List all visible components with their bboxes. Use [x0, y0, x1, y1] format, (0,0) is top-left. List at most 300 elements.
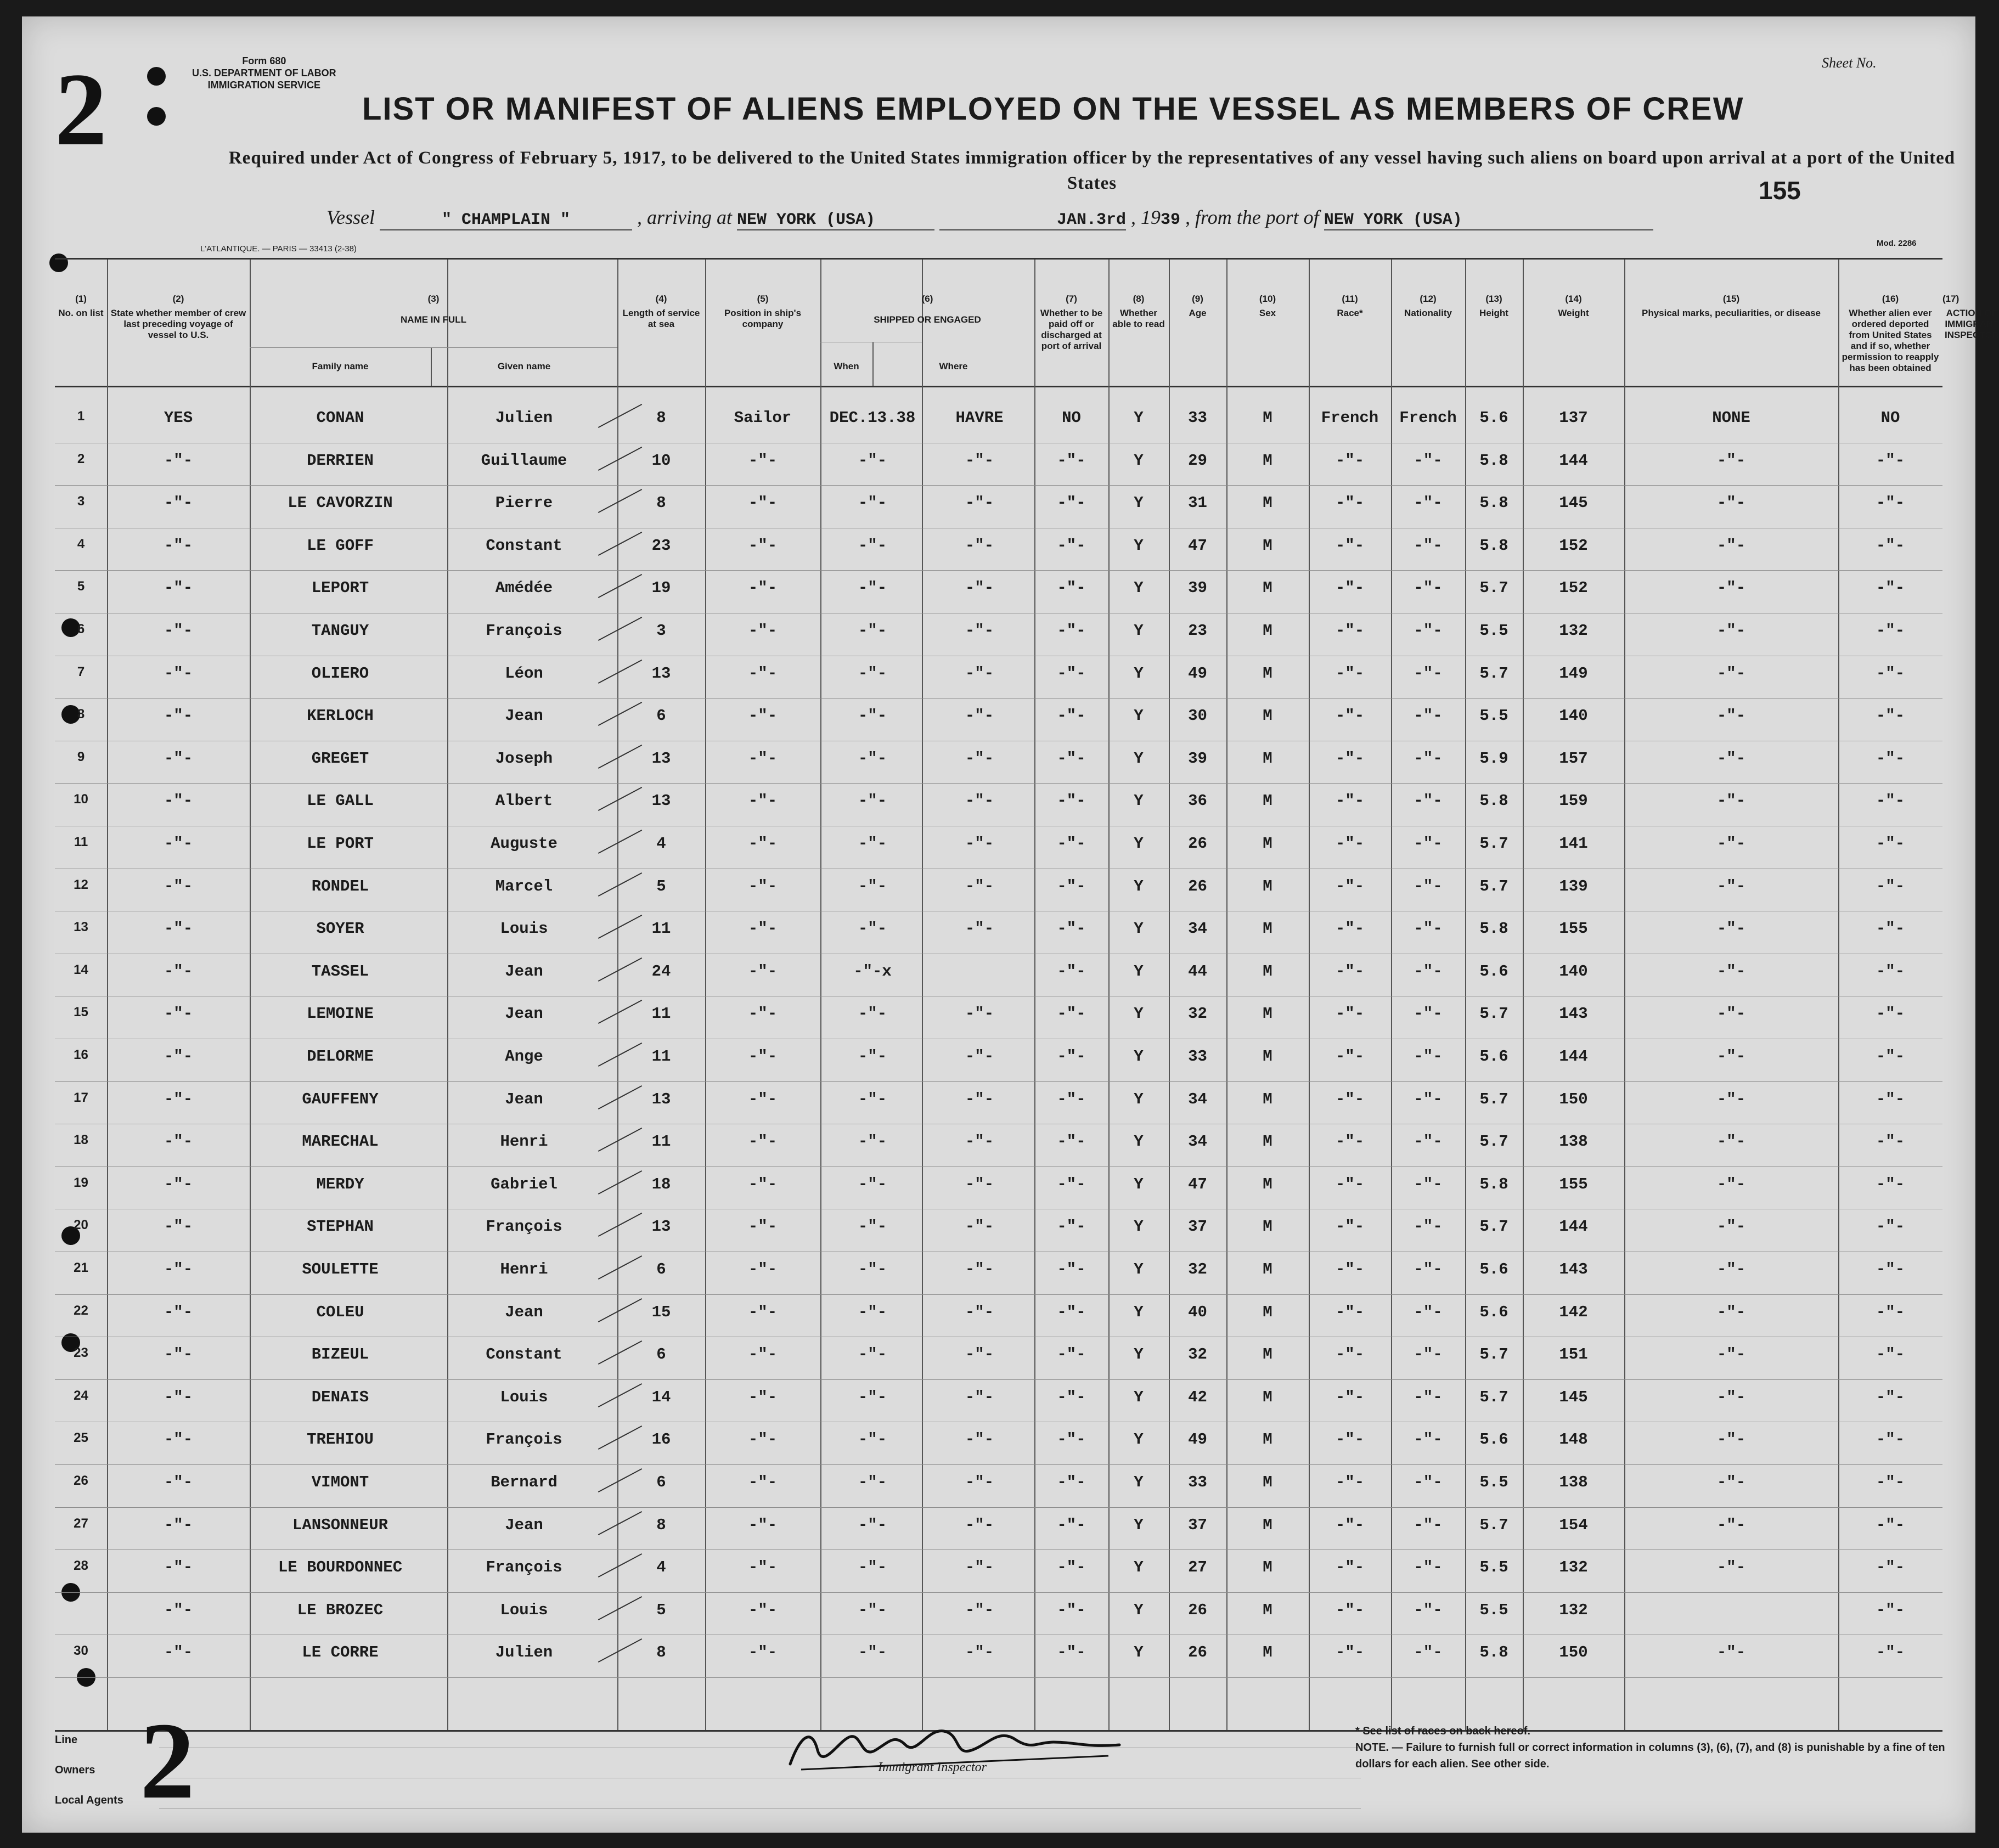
row-read: Y: [1134, 664, 1144, 683]
row-prev: -"-: [164, 792, 193, 810]
row-family: DERRIEN: [307, 451, 374, 470]
row-race: -"-: [1335, 792, 1365, 810]
row-height: 5.8: [1479, 792, 1508, 810]
column-number-c1: (1): [75, 294, 87, 304]
row-marks: -"-: [1716, 1388, 1746, 1406]
row-position: -"-: [748, 536, 778, 555]
row-family: LE CAVORZIN: [288, 494, 393, 512]
row-height: 5.8: [1479, 451, 1508, 470]
row-given: Jean: [505, 707, 543, 725]
row-where: -"-: [965, 1047, 994, 1066]
row-nationality: -"-: [1414, 1643, 1443, 1662]
row-read: Y: [1134, 1430, 1144, 1449]
row-sex: M: [1263, 1133, 1272, 1151]
punch-hole: [147, 107, 166, 126]
row-family: KERLOCH: [307, 707, 374, 725]
row-nationality: -"-: [1414, 1388, 1443, 1406]
column-divider: [1523, 260, 1524, 1730]
row-family: CONAN: [316, 409, 364, 427]
row-nationality: -"-: [1414, 622, 1443, 640]
row-race: -"-: [1335, 835, 1365, 853]
row-sex: M: [1263, 1345, 1272, 1364]
column-header-c1: No. on list: [58, 308, 104, 318]
row-paid: -"-: [1057, 1473, 1086, 1491]
row-paid: -"-: [1057, 1260, 1086, 1278]
from-port-label: , from the port of: [1185, 206, 1319, 228]
row-given: François: [486, 622, 562, 640]
row-position: -"-: [748, 877, 778, 895]
row-given: Jean: [505, 1303, 543, 1321]
row-age: 26: [1188, 835, 1207, 853]
row-read: Y: [1134, 1345, 1144, 1364]
row-paid: -"-: [1057, 1133, 1086, 1151]
row-height: 5.7: [1479, 1133, 1508, 1151]
row-when: -"-: [858, 1515, 887, 1534]
row-deported: -"-: [1876, 1047, 1905, 1066]
column-divider: [1624, 260, 1625, 1730]
row-race: -"-: [1335, 536, 1365, 555]
vessel-name: " CHAMPLAIN ": [380, 211, 632, 230]
row-position: -"-: [748, 1005, 778, 1023]
row-read: Y: [1134, 1388, 1144, 1406]
row-position: Sailor: [734, 409, 792, 427]
column-divider: [447, 260, 448, 1730]
row-marks: -"-: [1716, 1133, 1746, 1151]
row-deported: -"-: [1876, 1218, 1905, 1236]
row-read: Y: [1134, 792, 1144, 810]
column-divider: [1226, 260, 1227, 1730]
row-age: 33: [1188, 409, 1207, 427]
row-given: Constant: [486, 1345, 562, 1364]
row-height: 5.8: [1479, 1643, 1508, 1662]
row-given: Albert: [495, 792, 553, 810]
row-nationality: -"-: [1414, 792, 1443, 810]
row-height: 5.7: [1479, 835, 1508, 853]
row-nationality: -"-: [1414, 707, 1443, 725]
row-given: Ange: [505, 1047, 543, 1066]
row-race: -"-: [1335, 494, 1365, 512]
row-family: VIMONT: [311, 1473, 369, 1491]
row-weight: 154: [1559, 1515, 1588, 1534]
footer-sheet-number: 2: [140, 1700, 195, 1822]
form-header: [192, 55, 336, 91]
row-paid: -"-: [1057, 1005, 1086, 1023]
row-height: 5.6: [1479, 1047, 1508, 1066]
row-given: Léon: [505, 664, 543, 683]
row-where: -"-: [965, 1430, 994, 1449]
row-service: 13: [651, 749, 671, 768]
row-weight: 157: [1559, 749, 1588, 768]
row-height: 5.8: [1479, 1175, 1508, 1193]
row-deported: -"-: [1876, 1090, 1905, 1108]
column-number-c15: (15): [1722, 294, 1740, 304]
row-given: Guillaume: [481, 451, 567, 470]
row-marks: -"-: [1716, 877, 1746, 895]
row-nationality: -"-: [1414, 1175, 1443, 1193]
row-position: -"-: [748, 1430, 778, 1449]
row-read: Y: [1134, 1218, 1144, 1236]
row-given: Henri: [500, 1260, 548, 1278]
row-age: 26: [1188, 1601, 1207, 1619]
column-number-c11: (11): [1342, 294, 1358, 304]
row-nationality: -"-: [1414, 1601, 1443, 1619]
column-number-c13: (13): [1485, 294, 1502, 304]
row-sex: M: [1263, 1260, 1272, 1278]
subheader-when: When: [834, 361, 859, 371]
row-weight: 140: [1559, 962, 1588, 981]
row-given: François: [486, 1558, 562, 1577]
row-nationality: -"-: [1414, 749, 1443, 768]
row-prev: -"-: [164, 1515, 193, 1534]
row-age: 34: [1188, 1133, 1207, 1151]
vessel-label: Vessel: [326, 206, 375, 228]
row-read: Y: [1134, 1515, 1144, 1534]
column-number-c7: (7): [1066, 294, 1077, 304]
arriving-port: NEW YORK (USA): [737, 211, 934, 230]
row-deported: -"-: [1876, 1473, 1905, 1491]
row-when: -"-: [858, 877, 887, 895]
printer-mark: L'ATLANTIQUE. — PARIS — 33413 (2-38): [200, 244, 357, 253]
column-header-c8: Whether able to read: [1112, 308, 1165, 329]
column-number-c6: (6): [921, 294, 933, 304]
row-sex: M: [1263, 579, 1272, 598]
row-height: 5.7: [1479, 877, 1508, 895]
row-sex: M: [1263, 1515, 1272, 1534]
row-where: -"-: [965, 451, 994, 470]
row-age: 37: [1188, 1515, 1207, 1534]
row-race: -"-: [1335, 1430, 1365, 1449]
row-service: 6: [656, 1345, 666, 1364]
row-given: Auguste: [491, 835, 558, 853]
row-service: 8: [656, 494, 666, 512]
row-age: 39: [1188, 579, 1207, 598]
column-number-c14: (14): [1565, 294, 1582, 304]
row-when: -"-: [858, 1643, 887, 1662]
row-nationality: -"-: [1414, 920, 1443, 938]
row-read: Y: [1134, 1643, 1144, 1662]
row-when: -"-: [858, 1388, 887, 1406]
row-where: -"-: [965, 877, 994, 895]
row-nationality: -"-: [1414, 536, 1443, 555]
row-no: 5: [77, 579, 85, 594]
row-where: -"-: [965, 1345, 994, 1364]
row-given: Jean: [505, 1005, 543, 1023]
row-deported: -"-: [1876, 1133, 1905, 1151]
row-service: 11: [651, 920, 671, 938]
row-race: -"-: [1335, 579, 1365, 598]
row-sex: M: [1263, 536, 1272, 555]
row-position: -"-: [748, 1345, 778, 1364]
row-read: Y: [1134, 494, 1144, 512]
row-age: 33: [1188, 1047, 1207, 1066]
row-service: 4: [656, 835, 666, 853]
row-weight: 140: [1559, 707, 1588, 725]
row-sex: M: [1263, 1218, 1272, 1236]
row-marks: -"-: [1716, 792, 1746, 810]
column-number-c10: (10): [1259, 294, 1276, 304]
sheet-number-large: 2: [55, 52, 107, 167]
row-marks: -"-: [1716, 536, 1746, 555]
row-given: Louis: [500, 1388, 548, 1406]
row-when: -"-: [858, 1473, 887, 1491]
row-sex: M: [1263, 1473, 1272, 1491]
row-sex: M: [1263, 622, 1272, 640]
row-position: -"-: [748, 451, 778, 470]
row-no: 11: [74, 835, 88, 849]
row-sex: M: [1263, 1090, 1272, 1108]
row-race: -"-: [1335, 451, 1365, 470]
row-weight: 144: [1559, 451, 1588, 470]
row-height: 5.6: [1479, 1303, 1508, 1321]
row-race: -"-: [1335, 1303, 1365, 1321]
row-age: 44: [1188, 962, 1207, 981]
row-when: -"-: [858, 1601, 887, 1619]
local-agents-label: Local Agents: [55, 1794, 123, 1806]
row-read: Y: [1134, 1175, 1144, 1193]
row-height: 5.7: [1479, 579, 1508, 598]
row-service: 6: [656, 707, 666, 725]
row-given: Amédée: [495, 579, 553, 598]
column-number-c12: (12): [1420, 294, 1437, 304]
row-service: 5: [656, 877, 666, 895]
row-height: 5.6: [1479, 1260, 1508, 1278]
row-height: 5.5: [1479, 707, 1508, 725]
row-race: -"-: [1335, 1218, 1365, 1236]
row-service: 13: [651, 1090, 671, 1108]
row-where: -"-: [965, 494, 994, 512]
row-position: -"-: [748, 1388, 778, 1406]
row-sex: M: [1263, 1175, 1272, 1193]
row-prev: -"-: [164, 1430, 193, 1449]
row-when: -"-: [858, 1303, 887, 1321]
row-marks: -"-: [1716, 962, 1746, 981]
row-prev: -"-: [164, 494, 193, 512]
row-when: -"-: [858, 792, 887, 810]
row-prev: -"-: [164, 536, 193, 555]
row-deported: -"-: [1876, 962, 1905, 981]
row-weight: 155: [1559, 920, 1588, 938]
row-prev: -"-: [164, 1643, 193, 1662]
row-when: -"-: [858, 622, 887, 640]
row-no: 19: [74, 1175, 88, 1190]
row-age: 34: [1188, 920, 1207, 938]
row-weight: 145: [1559, 1388, 1588, 1406]
row-sex: M: [1263, 409, 1272, 427]
column-number-c5: (5): [757, 294, 769, 304]
row-marks: -"-: [1716, 1345, 1746, 1364]
row-height: 5.6: [1479, 409, 1508, 427]
row-service: 16: [651, 1430, 671, 1449]
row-prev: -"-: [164, 579, 193, 598]
races-note: * See list of races on back hereof.: [1355, 1725, 1531, 1737]
row-deported: -"-: [1876, 1175, 1905, 1193]
vessel-line: [326, 206, 1653, 230]
row-family: COLEU: [316, 1303, 364, 1321]
form-number: Form 680: [242, 55, 286, 66]
table-row: [55, 1081, 1942, 1082]
row-deported: -"-: [1876, 1345, 1905, 1364]
row-height: 5.7: [1479, 1515, 1508, 1534]
row-paid: -"-: [1057, 920, 1086, 938]
row-nationality: -"-: [1414, 494, 1443, 512]
page-title: LIST OR MANIFEST OF ALIENS EMPLOYED ON THE VESSEL AS MEMBERS OF CREW: [362, 91, 1744, 127]
table-row: [55, 1294, 1942, 1295]
row-weight: 150: [1559, 1643, 1588, 1662]
row-no: 10: [74, 792, 88, 807]
row-prev: -"-: [164, 1601, 193, 1619]
row-where: -"-: [965, 622, 994, 640]
row-no: 13: [74, 920, 88, 935]
row-age: 23: [1188, 622, 1207, 640]
row-read: Y: [1134, 1260, 1144, 1278]
column-divider: [1391, 260, 1392, 1730]
row-prev: -"-: [164, 1260, 193, 1278]
row-sex: M: [1263, 962, 1272, 981]
row-where: -"-: [965, 835, 994, 853]
column-header-c11: Race*: [1337, 308, 1363, 318]
row-no: 20: [74, 1218, 88, 1233]
row-given: Henri: [500, 1133, 548, 1151]
row-service: 24: [651, 962, 671, 981]
row-service: 6: [656, 1260, 666, 1278]
row-race: -"-: [1335, 1090, 1365, 1108]
row-weight: 151: [1559, 1345, 1588, 1364]
row-no: 16: [74, 1047, 88, 1062]
column-divider: [820, 260, 821, 1730]
row-service: 18: [651, 1175, 671, 1193]
row-where: -"-: [965, 1515, 994, 1534]
row-age: 49: [1188, 1430, 1207, 1449]
row-height: 5.7: [1479, 1005, 1508, 1023]
row-paid: -"-: [1057, 494, 1086, 512]
row-service: 14: [651, 1388, 671, 1406]
row-height: 5.8: [1479, 494, 1508, 512]
row-no: 26: [74, 1473, 88, 1488]
row-deported: -"-: [1876, 451, 1905, 470]
row-paid: -"-: [1057, 1090, 1086, 1108]
row-family: STEPHAN: [307, 1218, 374, 1236]
row-age: 47: [1188, 536, 1207, 555]
row-read: Y: [1134, 962, 1144, 981]
row-family: DENAIS: [311, 1388, 369, 1406]
row-service: 11: [651, 1133, 671, 1151]
row-no: 14: [74, 962, 88, 977]
row-read: Y: [1134, 1090, 1144, 1108]
row-paid: -"-: [1057, 792, 1086, 810]
row-when: -"-: [858, 1175, 887, 1193]
row-paid: -"-: [1057, 749, 1086, 768]
row-weight: 132: [1559, 1601, 1588, 1619]
row-sex: M: [1263, 1643, 1272, 1662]
row-age: 26: [1188, 877, 1207, 895]
row-paid: -"-: [1057, 1218, 1086, 1236]
column-header-c13: Height: [1479, 308, 1508, 318]
row-height: 5.7: [1479, 1218, 1508, 1236]
row-weight: 132: [1559, 1558, 1588, 1577]
row-marks: -"-: [1716, 1643, 1746, 1662]
row-height: 5.5: [1479, 1601, 1508, 1619]
column-divider: [250, 260, 251, 1730]
row-age: 33: [1188, 1473, 1207, 1491]
row-family: LANSONNEUR: [292, 1515, 388, 1534]
column-number-c16: (16): [1882, 294, 1899, 304]
row-when: -"-: [858, 579, 887, 598]
row-paid: -"-: [1057, 451, 1086, 470]
row-nationality: -"-: [1414, 579, 1443, 598]
row-given: Marcel: [495, 877, 553, 895]
row-family: GAUFFENY: [302, 1090, 379, 1108]
row-when: -"-: [858, 1047, 887, 1066]
row-read: Y: [1134, 1601, 1144, 1619]
row-marks: -"-: [1716, 1303, 1746, 1321]
column-header-c12: Nationality: [1404, 308, 1452, 318]
row-marks: -"-: [1716, 707, 1746, 725]
row-age: 42: [1188, 1388, 1207, 1406]
row-no: 4: [77, 536, 85, 551]
column-header-c5: Position in ship's company: [724, 308, 802, 329]
row-family: LE GOFF: [307, 536, 374, 555]
row-position: -"-: [748, 920, 778, 938]
row-race: -"-: [1335, 1473, 1365, 1491]
row-age: 49: [1188, 664, 1207, 683]
row-paid: -"-: [1057, 1601, 1086, 1619]
row-sex: M: [1263, 1558, 1272, 1577]
row-service: 5: [656, 1601, 666, 1619]
row-paid: -"-: [1057, 579, 1086, 598]
row-nationality: -"-: [1414, 1133, 1443, 1151]
row-nationality: -"-: [1414, 451, 1443, 470]
row-where: -"-: [965, 1303, 994, 1321]
row-position: -"-: [748, 1133, 778, 1151]
row-nationality: -"-: [1414, 1047, 1443, 1066]
row-family: TASSEL: [311, 962, 369, 981]
row-position: -"-: [748, 749, 778, 768]
row-no: 23: [74, 1345, 88, 1361]
column-number-c2: (2): [172, 294, 184, 304]
row-marks: -"-: [1716, 1175, 1746, 1193]
row-when: -"-: [858, 1133, 887, 1151]
row-nationality: -"-: [1414, 1303, 1443, 1321]
row-weight: 148: [1559, 1430, 1588, 1449]
row-when: DEC.13.38: [829, 409, 916, 427]
row-family: LE BOURDONNEC: [278, 1558, 403, 1577]
row-age: 32: [1188, 1345, 1207, 1364]
row-prev: YES: [164, 409, 193, 427]
row-deported: -"-: [1876, 494, 1905, 512]
row-family: MERDY: [316, 1175, 364, 1193]
row-marks: -"-: [1716, 1515, 1746, 1534]
row-nationality: -"-: [1414, 1218, 1443, 1236]
row-weight: 139: [1559, 877, 1588, 895]
row-deported: -"-: [1876, 1430, 1905, 1449]
row-when: -"-: [858, 1345, 887, 1364]
column-divider: [1034, 260, 1035, 1730]
row-sex: M: [1263, 664, 1272, 683]
row-no: 22: [74, 1303, 88, 1318]
row-where: -"-: [965, 1388, 994, 1406]
row-marks: -"-: [1716, 1218, 1746, 1236]
row-weight: 137: [1559, 409, 1588, 427]
departure-port: NEW YORK (USA): [1324, 211, 1653, 230]
row-prev: -"-: [164, 1133, 193, 1151]
row-family: DELORME: [307, 1047, 374, 1066]
row-weight: 143: [1559, 1005, 1588, 1023]
row-prev: -"-: [164, 877, 193, 895]
row-deported: -"-: [1876, 707, 1905, 725]
column-number-c4: (4): [655, 294, 667, 304]
row-family: OLIERO: [311, 664, 369, 683]
row-age: 39: [1188, 749, 1207, 768]
